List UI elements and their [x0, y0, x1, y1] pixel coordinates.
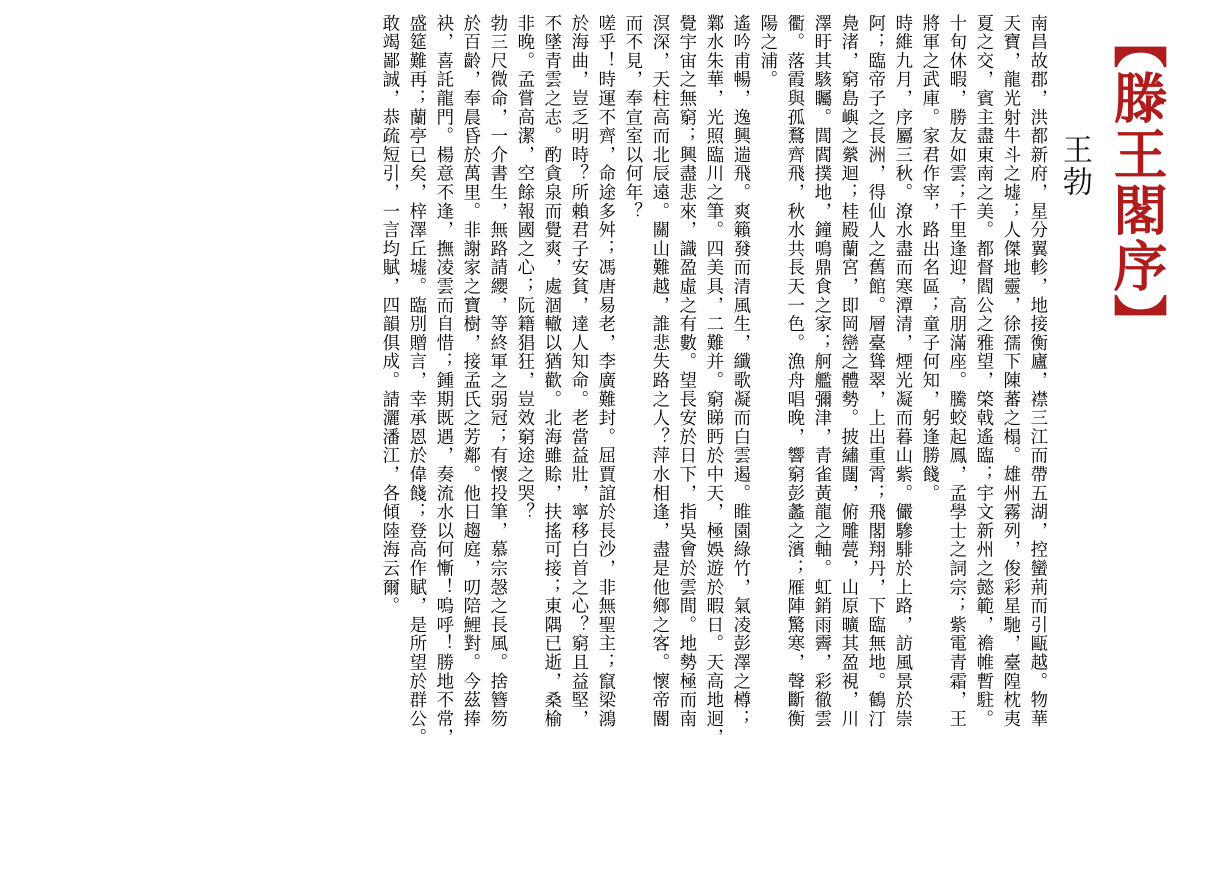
text-column: 阿；臨帝子之長洲，得仙人之舊館。層臺聳翠，上出重霄；飛閣翔丹，下臨無地。鶴汀	[864, 14, 885, 729]
text-column: 夏之交，賓主盡東南之美。都督閻公之雅望，棨戟遙臨；宇文新州之懿範，襜帷暫駐。	[972, 14, 993, 729]
text-column: 衢。落霞與孤鶩齊飛，秋水共長天一色。漁舟唱晚，響窮彭蠡之濱；雁陣驚寒，聲斷衡	[783, 14, 804, 729]
text-column: 敢竭鄙誠，恭疏短引，一言均賦，四韻俱成。請灑潘江，各傾陸海云爾。	[378, 14, 399, 616]
text-column: 於百齡，奉晨昏於萬里。非謝家之寶樹，接孟氏之芳鄰。他日趨庭，叨陪鯉對。今茲捧	[459, 14, 480, 729]
text-column: 天寶，龍光射牛斗之墟；人傑地靈，徐孺下陳蕃之榻。雄州霧列，俊彩星馳，臺隍枕夷	[999, 14, 1020, 729]
text-column: 陽之浦。	[756, 14, 777, 90]
text-column: 袂，喜託龍門。楊意不逢，撫凌雲而自惜；鍾期既遇，奏流水以何慚！嗚呼！勝地不常，	[432, 14, 453, 748]
text-column: 不墜青雲之志。酌貪泉而覺爽，處涸轍以猶歡。北海雖賒，扶搖可接；東隅已逝，桑榆	[540, 14, 561, 729]
text-column: 而不見，奉宣室以何年？	[621, 14, 642, 221]
text-column: 嗟乎！時運不齊，命途多舛；馮唐易老，李廣難封。屈賈誼於長沙，非無聖主；竄梁鴻	[594, 14, 615, 729]
text-column: 將軍之武庫。家君作宰，路出名區；童子何知，躬逢勝餞。	[918, 14, 939, 503]
text-column: 鄴水朱華，光照臨川之筆。四美具，二難并。窮睇眄於中天，極娛遊於暇日。天高地迥，	[702, 14, 723, 748]
text-column: 南昌故郡，洪都新府，星分翼軫，地接衡廬，襟三江而帶五湖，控蠻荊而引甌越。物華	[1026, 14, 1047, 729]
text-column: 覺宇宙之無窮；興盡悲來，識盈虛之有數。望長安於日下，指吳會於雲間。地勢極而南	[675, 14, 696, 729]
text-column: 勃三尺微命，一介書生，無路請纓，等終軍之弱冠；有懷投筆，慕宗愨之長風。捨簪笏	[486, 14, 507, 729]
text-column: 遙吟甫暢，逸興遄飛。爽籟發而清風生，纖歌凝而白雲遏。睢園綠竹，氣凌彭澤之樽；	[729, 14, 750, 729]
vertical-text-layout	[12, 14, 1197, 870]
page-title: 【滕王閣序】	[1105, 14, 1169, 350]
text-column: 十旬休暇，勝友如雲；千里逢迎，高朋滿座。騰蛟起鳳，孟學士之詞宗；紫電青霜，王	[945, 14, 966, 729]
body-columns	[12, 14, 1048, 870]
text-column: 鳧渚，窮島嶼之縈迴；桂殿蘭宮，即岡巒之體勢。披繡闥，俯雕甍，山原曠其盈視，川	[837, 14, 858, 729]
text-column: 溟深，天柱高而北辰遠。關山難越，誰悲失路之人？萍水相逢，盡是他鄉之客。懷帝閽	[648, 14, 669, 729]
author-name: 王勃	[1056, 134, 1092, 198]
text-column: 澤盱其駭矚。閭閻撲地，鐘鳴鼎食之家；舸艦彌津，青雀黃龍之軸。虹銷雨霽，彩徹雲	[810, 14, 831, 729]
text-column: 盛筵難再；蘭亭已矣，梓澤丘墟。臨別贈言，幸承恩於偉餞；登高作賦，是所望於群公。	[405, 14, 426, 748]
title-block	[1058, 14, 1171, 374]
text-column: 非晚。孟嘗高潔，空餘報國之心；阮籍猖狂，豈效窮途之哭？	[513, 14, 534, 522]
text-column: 於海曲，豈乏明時？所賴君子安貧，達人知命。老當益壯，寧移白首之心？窮且益堅，	[567, 14, 588, 729]
text-column: 時維九月，序屬三秋。潦水盡而寒潭清，煙光凝而暮山紫。儼驂騑於上路，訪風景於崇	[891, 14, 912, 729]
